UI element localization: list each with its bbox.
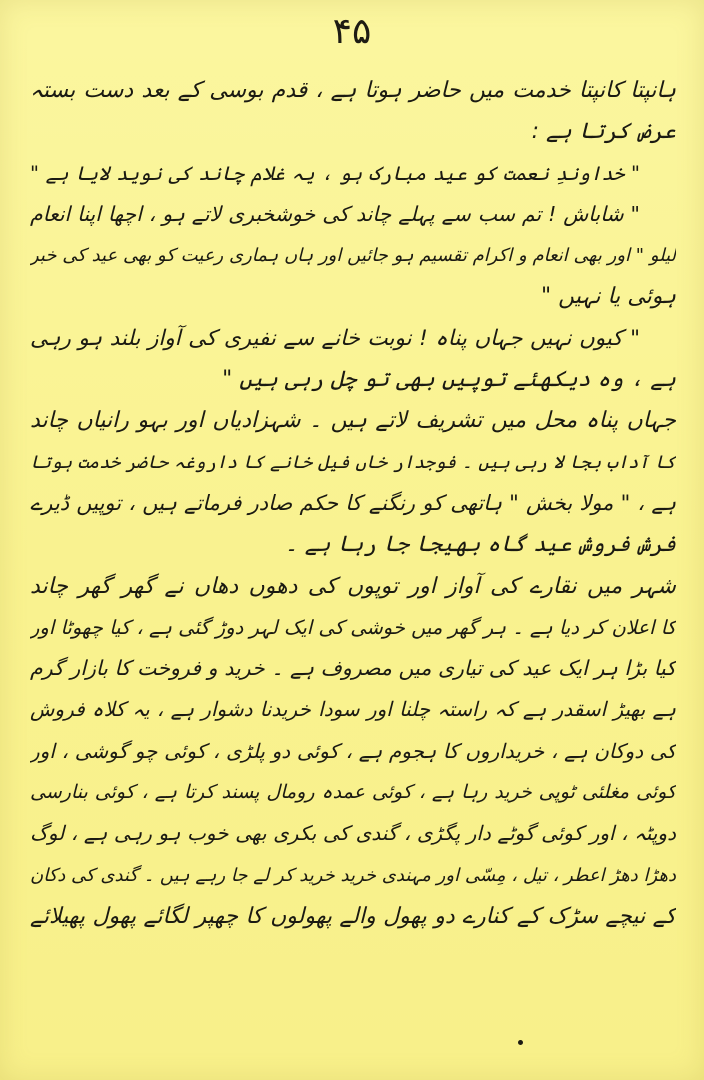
text-line: ہے ، " مولا بخش " ہاتھی کو رنگنے کا حکم صادر فرماتے ہیں ، توپیں ڈیرے: [30, 490, 676, 515]
text-line: جہاں پناہ محل میں تشریف لاتے ہیں ۔ شہزادیاں اور بہو رانیاں چاند: [30, 408, 676, 434]
text-line: شہر میں نقارے کی آواز اور توپوں کی دھوں دھاں نے گھر گھر چاند: [30, 573, 676, 599]
text-line: " خداوندِ نعمت کو عید مبارک ہو ، یہ غلام چاند کی نوید لایا ہے ": [30, 161, 640, 185]
text-line: کی دوکان ہے ، خریداروں کا ہجوم ہے ، کوئی دو پلڑی ، کوئی چو گوشی ، اور: [30, 738, 676, 763]
text-line: " کیوں نہیں جہاں پناہ ! نوبت خانے سے نفیری کی آواز بلند ہو رہی: [30, 325, 640, 351]
text-line: ہے بھیڑ اسقدر ہے کہ راستہ چلنا اور سودا خریدنا دشوار ہے ، یہ کلاہ فروش: [30, 697, 676, 722]
text-line: عرض کرتا ہے :: [531, 119, 676, 145]
ink-dot: [518, 1040, 523, 1045]
page-number: ۴۵: [332, 11, 372, 52]
text-line: کے نیچے سڑک کے کنارے دو پھول والے پھولوں کا چھپر لگائے پھول پھیلائے: [30, 903, 676, 929]
text-line: لیلو " اور بھی انعام و اکرام تقسیم ہو جائیں اور ہاں ہماری رعیت کو بھی عید کی خبر: [30, 245, 676, 267]
text-line: ہے ، وہ دیکھئے توپیں بھی تو چل رہی ہیں ": [222, 367, 676, 393]
text-line: فرش فروش عید گاہ بھیجا جا رہا ہے ۔: [284, 532, 676, 558]
text-line: کوئی مغلئی ٹوپی خرید رہا ہے ، کوئی عمدہ رومال پسند کرتا ہے ، کوئی بنارسی: [30, 781, 676, 804]
text-line: کا اعلان کر دیا ہے ۔ ہر گھر میں خوشی کی ایک لہر دوڑ گئی ہے ، کیا چھوٹا اور: [30, 615, 676, 639]
text-line: ہوئی یا نہیں ": [540, 284, 676, 310]
text-line: دوپٹہ ، اور کوئی گوٹے دار پگڑی ، گندی کی بکری بھی خوب ہو رہی ہے ، لوگ: [30, 821, 676, 846]
text-line: کیا بڑا ہر ایک عید کی تیاری میں مصروف ہے ۔ خرید و فروخت کا بازار گرم: [30, 656, 676, 681]
text-line: دھڑا دھڑ اعطر ، تیل ، مِسّی اور مہندی خرید خرید کر لے جا رہے ہیں ۔ گندی کی دکان: [30, 864, 676, 886]
page-text: [30, 70, 676, 937]
text-line: ہانپتا کانپتا خدمت میں حاضر ہوتا ہے ، قدم بوسی کے بعد دست بستہ: [30, 78, 676, 103]
text-line: کا آداب بجا لا رہی ہیں ۔ فوجدار خاں فیل خانے کا داروغہ حاضر خدمت ہوتا: [30, 451, 676, 473]
text-line: " شاباش ! تم سب سے پہلے چاند کی خوشخبری لاتے ہو ، اچھا اپنا انعام: [30, 201, 640, 226]
